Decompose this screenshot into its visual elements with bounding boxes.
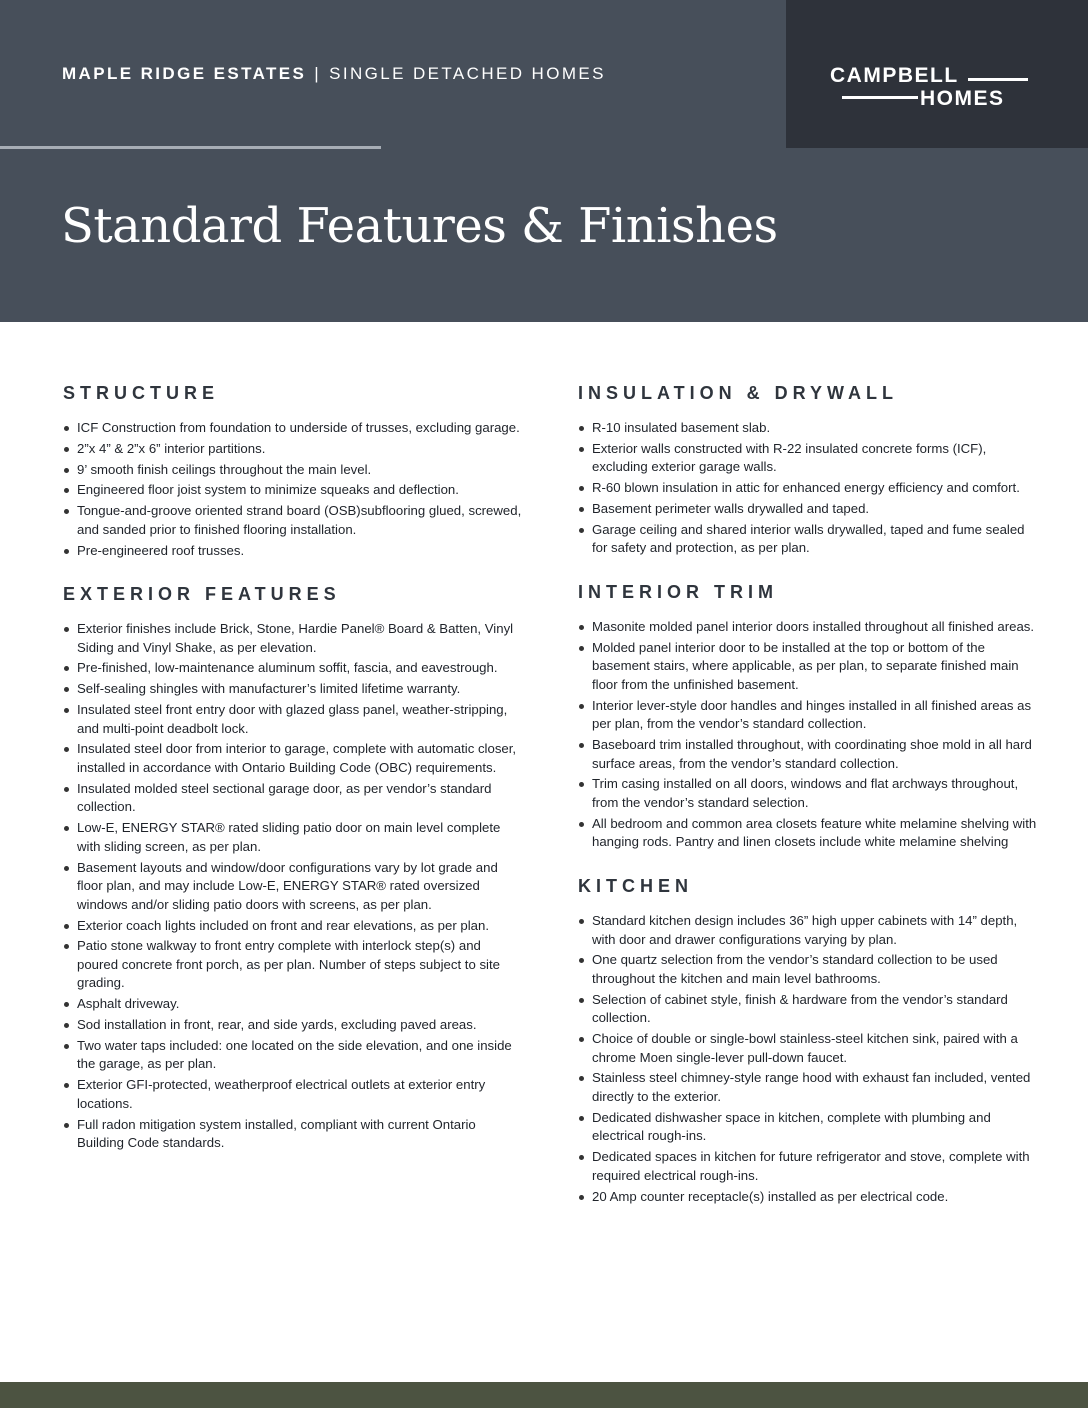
feature-list	[63, 419, 523, 560]
list-item: Interior lever-style door handles and hinges installed in all finished areas as per plan, from the vendor’s standard collection.	[578, 697, 1038, 734]
section-structure	[63, 381, 523, 560]
list-item: Trim casing installed on all doors, windows and flat archways throughout, from the vendor’s standard selection.	[578, 775, 1038, 812]
section-exterior-features	[63, 582, 523, 1153]
list-item: Low-E, ENERGY STAR® rated sliding patio door on main level complete with sliding screen, as per plan.	[63, 819, 523, 856]
section-insulation-drywall	[578, 381, 1038, 558]
section-title: EXTERIOR FEATURES	[63, 584, 341, 605]
feature-list	[578, 419, 1038, 558]
company-logo	[786, 0, 1088, 148]
list-item: Garage ceiling and shared interior walls drywalled, taped and fume sealed for safety and protection, as per plan.	[578, 521, 1038, 558]
list-item: Exterior finishes include Brick, Stone, Hardie Panel® Board & Batten, Vinyl Siding and Vinyl Shake, as per elevation.	[63, 620, 523, 657]
list-item: Standard kitchen design includes 36” high upper cabinets with 14” depth, with door and drawer configurations varying by plan.	[578, 912, 1038, 949]
list-item: Dedicated spaces in kitchen for future refrigerator and stove, complete with required electrical rough-ins.	[578, 1148, 1038, 1185]
list-item: 2”x 4” & 2”x 6” interior partitions.	[63, 440, 523, 459]
page-title: Standard Features & Finishes	[61, 198, 778, 254]
section-kitchen	[578, 874, 1038, 1206]
page-header	[0, 0, 1088, 322]
list-item: Insulated steel door from interior to garage, complete with automatic closer, installed in accordance with Ontario Building Code (OBC) requirements.	[63, 740, 523, 777]
left-column	[63, 381, 523, 1175]
list-item: Stainless steel chimney-style range hood with exhaust fan included, vented directly to the exterior.	[578, 1069, 1038, 1106]
list-item: Masonite molded panel interior doors installed throughout all finished areas.	[578, 618, 1038, 637]
list-item: Basement layouts and window/door configurations vary by lot grade and floor plan, and may include Low-E, ENERGY STAR® rated oversized windows and/or sliding patio doors with screens, as per plan.	[63, 859, 523, 915]
list-item: Full radon mitigation system installed, compliant with current Ontario Building Code standards.	[63, 1116, 523, 1153]
list-item: 9’ smooth finish ceilings throughout the main level.	[63, 461, 523, 480]
project-line	[62, 64, 606, 84]
list-item: Sod installation in front, rear, and side yards, excluding paved areas.	[63, 1016, 523, 1035]
list-item: Choice of double or single-bowl stainless-steel kitchen sink, paired with a chrome Moen single-lever pull-down faucet.	[578, 1030, 1038, 1067]
list-item: One quartz selection from the vendor’s standard collection to be used throughout the kitchen and main level bathrooms.	[578, 951, 1038, 988]
logo-text-line1: CAMPBELL	[830, 64, 959, 87]
header-divider	[0, 146, 381, 149]
feature-list	[578, 618, 1038, 852]
list-item: Molded panel interior door to be installed at the top or bottom of the basement stairs, where applicable, as per plan, to separate finished main floor from the unfinished basement.	[578, 639, 1038, 695]
list-item: Dedicated dishwasher space in kitchen, complete with plumbing and electrical rough-ins.	[578, 1109, 1038, 1146]
list-item: Self-sealing shingles with manufacturer’s limited lifetime warranty.	[63, 680, 523, 699]
footer-bar	[0, 1382, 1088, 1408]
feature-list	[63, 620, 523, 1153]
list-item: R-10 insulated basement slab.	[578, 419, 1038, 438]
project-name: MAPLE RIDGE ESTATES	[62, 64, 307, 83]
list-item: Baseboard trim installed throughout, with coordinating shoe mold in all hard surface areas, from the vendor’s standard collection.	[578, 736, 1038, 773]
list-item: Pre-finished, low-maintenance aluminum soffit, fascia, and eavestrough.	[63, 659, 523, 678]
logo-rule-bottom	[842, 96, 918, 99]
list-item: Exterior GFI-protected, weatherproof electrical outlets at exterior entry locations.	[63, 1076, 523, 1113]
list-item: Engineered floor joist system to minimize squeaks and deflection.	[63, 481, 523, 500]
list-item: Basement perimeter walls drywalled and taped.	[578, 500, 1038, 519]
list-item: Two water taps included: one located on the side elevation, and one inside the garage, as per plan.	[63, 1037, 523, 1074]
list-item: Exterior coach lights included on front and rear elevations, as per plan.	[63, 917, 523, 936]
list-item: 20 Amp counter receptacle(s) installed as per electrical code.	[578, 1188, 1038, 1207]
right-column	[578, 381, 1038, 1228]
section-title: INTERIOR TRIM	[578, 581, 778, 602]
list-item: All bedroom and common area closets feature white melamine shelving with hanging rods. Pantry and linen closets include white melamine shelving	[578, 815, 1038, 852]
list-item: Insulated steel front entry door with glazed glass panel, weather-stripping, and multi-point deadbolt lock.	[63, 701, 523, 738]
list-item: R-60 blown insulation in attic for enhanced energy efficiency and comfort.	[578, 479, 1038, 498]
list-item: ICF Construction from foundation to underside of trusses, excluding garage.	[63, 419, 523, 438]
project-separator: |	[314, 64, 322, 83]
list-item: Patio stone walkway to front entry complete with interlock step(s) and poured concrete front porch, as per plan. Number of steps subject to site grading.	[63, 937, 523, 993]
section-title: STRUCTURE	[63, 383, 219, 403]
feature-list	[578, 912, 1038, 1206]
list-item: Pre-engineered roof trusses.	[63, 542, 523, 561]
section-interior-trim	[578, 580, 1038, 852]
list-item: Asphalt driveway.	[63, 995, 523, 1014]
section-title: KITCHEN	[578, 875, 693, 896]
list-item: Selection of cabinet style, finish & hardware from the vendor’s standard collection.	[578, 991, 1038, 1028]
list-item: Tongue-and-groove oriented strand board (OSB)subflooring glued, screwed, and sanded prior to finished flooring installation.	[63, 502, 523, 539]
list-item: Exterior walls constructed with R-22 insulated concrete forms (ICF), excluding exterior garage walls.	[578, 440, 1038, 477]
list-item: Insulated molded steel sectional garage door, as per vendor’s standard collection.	[63, 780, 523, 817]
section-title: INSULATION & DRYWALL	[578, 383, 898, 403]
project-type: SINGLE DETACHED HOMES	[329, 64, 606, 83]
logo-rule-top	[968, 78, 1028, 81]
logo-text-line2: HOMES	[920, 87, 1005, 110]
